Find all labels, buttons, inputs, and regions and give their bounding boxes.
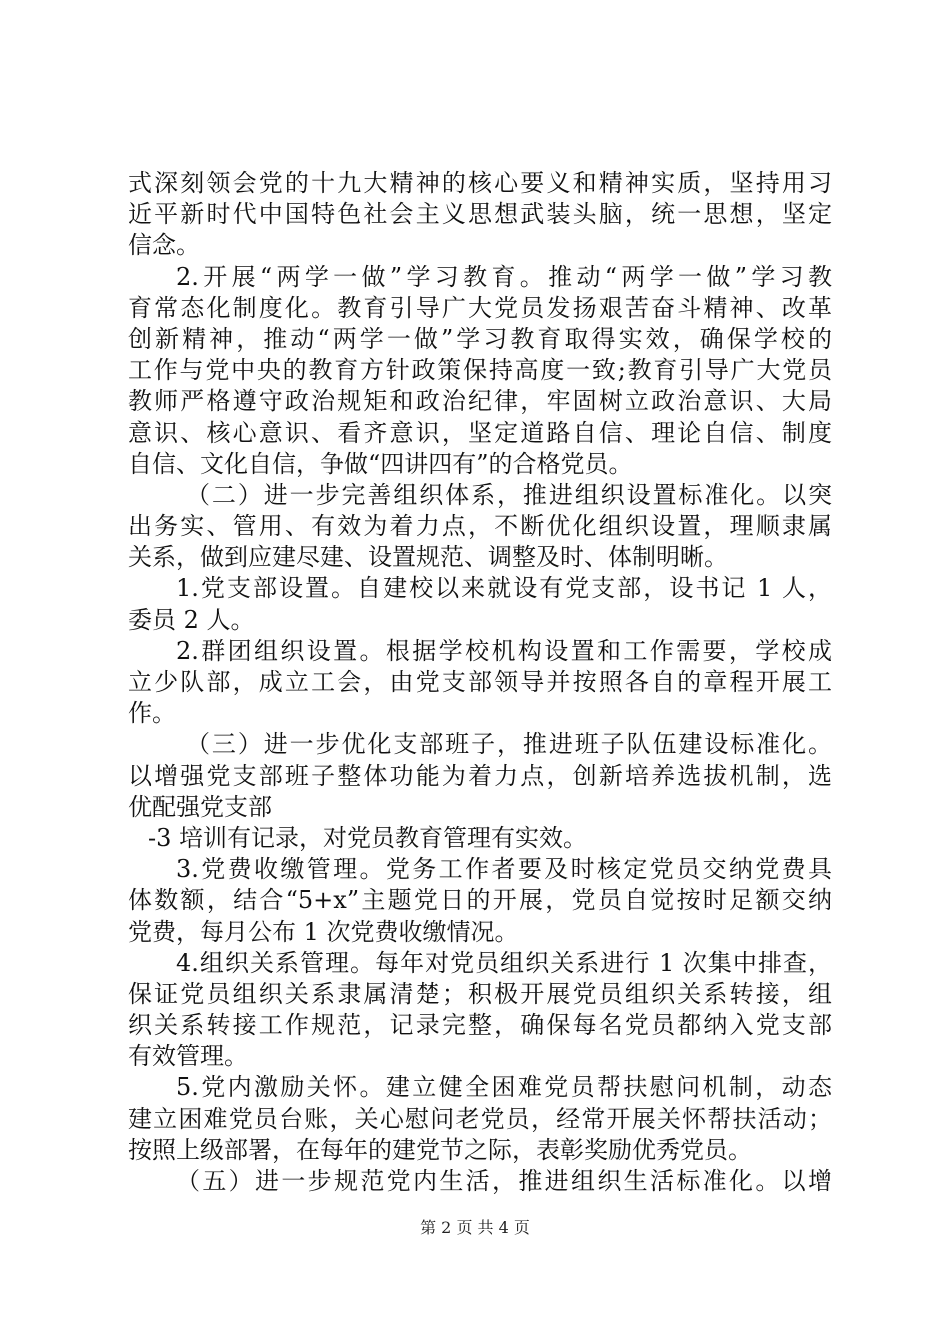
- text-line: 意识、核心意识、看齐意识，坚定道路自信、理论自信、制度: [128, 418, 832, 447]
- text-line: 优配强党支部: [128, 792, 272, 821]
- text-line: 出务实、管用、有效为着力点，不断优化组织设置，理顺隶属: [128, 512, 832, 541]
- text-line: 教师严格遵守政治规矩和政治纪律，牢固树立政治意识、大局: [128, 387, 832, 416]
- text-line: 建立困难党员台账，关心慰问老党员，经常开展关怀帮扶活动；: [128, 1104, 832, 1133]
- text-line: 保证党员组织关系隶属清楚；积极开展党员组织关系转接，组: [128, 979, 832, 1008]
- text-line: （五）进一步规范党内生活，推进组织生活标准化。以增: [176, 1167, 832, 1195]
- text-line: 4.组织关系管理。每年对党员组织关系进行 1 次集中排查，: [176, 948, 832, 977]
- text-line: 按照上级部署，在每年的建党节之际，表彰奖励优秀党员。: [128, 1135, 752, 1164]
- text-line: 作。: [128, 699, 176, 728]
- text-line: 2.群团组织设置。根据学校机构设置和工作需要，学校成: [176, 636, 832, 665]
- text-line: 工作与党中央的教育方针政策保持高度一致;教育引导广大党员: [128, 356, 832, 385]
- text-line: 育常态化制度化。教育引导广大党员发扬艰苦奋斗精神、改革: [128, 293, 832, 322]
- text-line: 关系，做到应建尽建、设置规范、调整及时、体制明晰。: [128, 543, 728, 572]
- text-line: 式深刻领会党的十九大精神的核心要义和精神实质，坚持用习: [128, 169, 832, 197]
- page-footer: 第 2 页 共 4 页: [420, 1218, 530, 1237]
- text-line: 3.党费收缴管理。党务工作者要及时核定党员交纳党费具: [176, 855, 832, 884]
- text-line: 以增强党支部班子整体功能为着力点，创新培养选拔机制，选: [128, 761, 832, 790]
- text-line: （三）进一步优化支部班子，推进班子队伍建设标准化。: [186, 730, 832, 759]
- text-line: 委员 2 人。: [128, 605, 255, 634]
- text-line: 创新精神，推动“两学一做”学习教育取得实效，确保学校的: [128, 324, 832, 353]
- text-line: 织关系转接工作规范，记录完整，确保每名党员都纳入党支部: [128, 1011, 832, 1040]
- text-line: -3 培训有记录，对党员教育管理有实效。: [148, 823, 588, 852]
- text-line: 立少队部，成立工会，由党支部领导并按照各自的章程开展工: [128, 668, 832, 696]
- text-line: 自信、文化自信，争做“四讲四有”的合格党员。: [128, 449, 633, 478]
- text-line: 体数额，结合“5+x”主题党日的开展，党员自觉按时足额交纳: [128, 886, 832, 915]
- document-body: [128, 168, 832, 1197]
- text-line: 5.党内激励关怀。建立健全困难党员帮扶慰问机制，动态: [176, 1073, 832, 1102]
- text-line: （二）进一步完善组织体系，推进组织设置标准化。以突: [186, 480, 832, 509]
- text-line: 近平新时代中国特色社会主义思想武装头脑，统一思想，坚定: [128, 200, 832, 229]
- text-line: 党费，每月公布 1 次党费收缴情况。: [128, 917, 519, 946]
- text-line: 1.党支部设置。自建校以来就设有党支部，设书记 1 人，: [176, 574, 832, 603]
- text-line: 2.开展“两学一做”学习教育。推动“两学一做”学习教: [176, 262, 832, 291]
- text-line: 有效管理。: [128, 1042, 248, 1071]
- text-line: 信念。: [128, 231, 200, 260]
